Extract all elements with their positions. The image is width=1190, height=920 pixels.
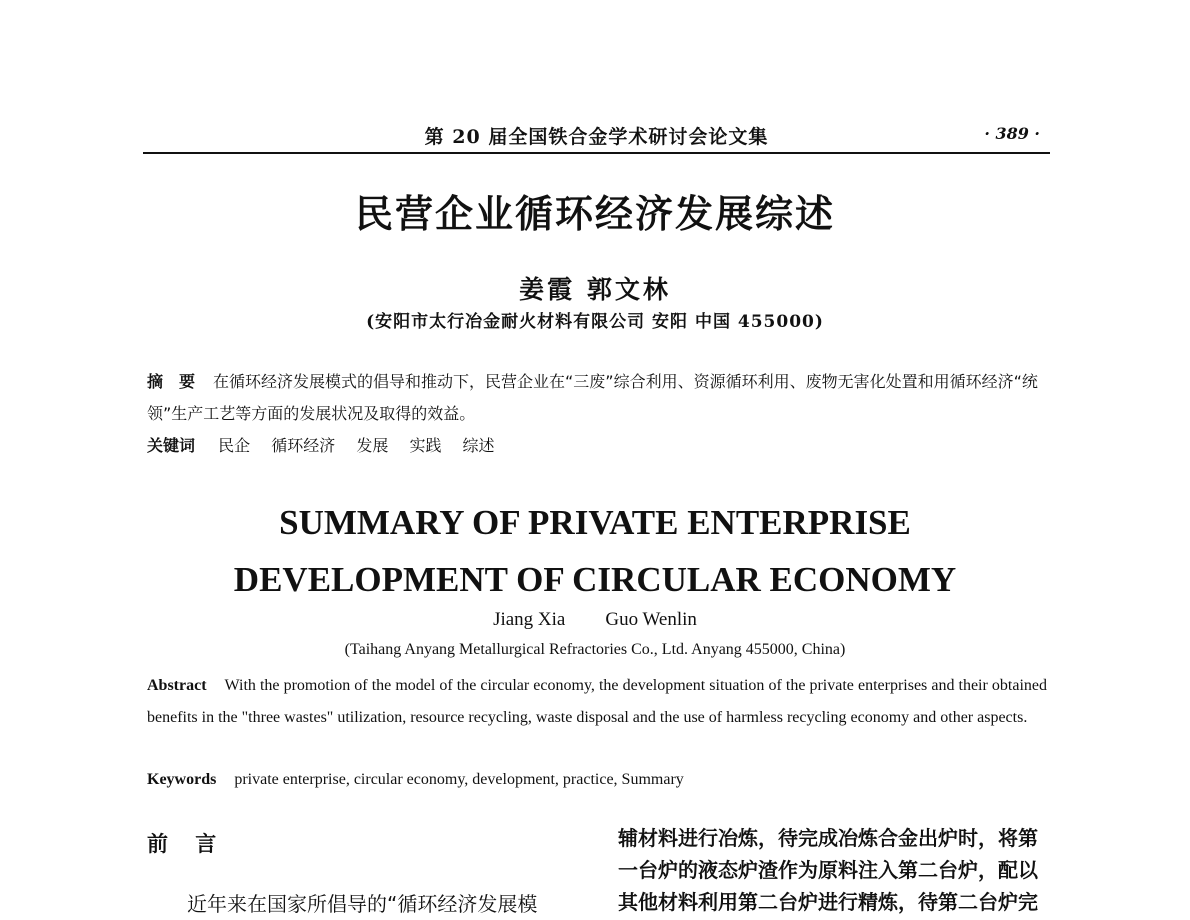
english-abstract [147, 670, 1047, 734]
english-title-line-2: DEVELOPMENT OF CIRCULAR ECONOMY [233, 560, 957, 599]
left-column-paragraph: 近年来在国家所倡导的“循环经济发展模 [187, 892, 538, 916]
chinese-abstract-label: 摘 要 [147, 372, 196, 391]
chinese-keywords-label: 关键词 [147, 436, 196, 455]
chinese-abstract-text: 在循环经济发展模式的倡导和推动下，民营企业在“三废”综合利用、资源循环利用、废物无害化处置和用循环经济“统领”生产工艺等方面的发展状况及取得的效益。 [147, 372, 1038, 423]
chinese-affiliation: (安阳市太行冶金耐火材料有限公司 安阳 中国 455000) [366, 312, 824, 332]
english-abstract-text: With the promotion of the model of the circular economy, the development situation of the private enterprises and their obtained benefits in the "three wastes" utilization, resource recycling, waste disposal and the use of harmless recycling economy and other aspects. [147, 677, 1047, 726]
running-header [143, 118, 1050, 154]
chinese-keyword: 发展 [356, 436, 389, 455]
chinese-paper-title: 民营企业循环经济发展综述 [354, 192, 835, 236]
chinese-abstract [147, 366, 1047, 430]
right-column-line: 一台炉的液态炉渣作为原料注入第二台炉，配以 [618, 858, 1038, 882]
chinese-keyword: 民企 [218, 436, 251, 455]
section-heading-introduction: 前 言 [147, 832, 227, 856]
english-author-1: Jiang Xia [493, 609, 566, 630]
english-author-2: Guo Wenlin [605, 609, 697, 630]
chinese-keyword: 循环经济 [271, 436, 336, 455]
right-column-line: 辅材料进行冶炼，待完成冶炼合金出炉时，将第 [618, 826, 1038, 850]
chinese-authors: 姜霞 郭文林 [519, 275, 671, 304]
english-authors [0, 609, 1190, 631]
english-keywords [147, 764, 1047, 796]
english-affiliation: (Taihang Anyang Metallurgical Refractories Co., Ltd. Anyang 455000, China) [344, 641, 846, 658]
english-title-line-1: SUMMARY OF PRIVATE ENTERPRISE [279, 503, 911, 542]
chinese-keyword: 综述 [462, 436, 495, 455]
journal-title: 第 20 届全国铁合金学术研讨会论文集 [424, 126, 769, 148]
right-column-paragraph [618, 822, 1058, 918]
english-keywords-label: Keywords [147, 771, 217, 788]
english-keywords-text: private enterprise, circular economy, development, practice, Summary [234, 771, 684, 788]
page-number: · 389 · [984, 124, 1040, 143]
right-column-line: 其他材料利用第二台炉进行精炼，待第二台炉完 [618, 890, 1038, 914]
chinese-keyword: 实践 [409, 436, 442, 455]
chinese-keywords [147, 430, 1047, 462]
english-abstract-label: Abstract [147, 677, 207, 694]
